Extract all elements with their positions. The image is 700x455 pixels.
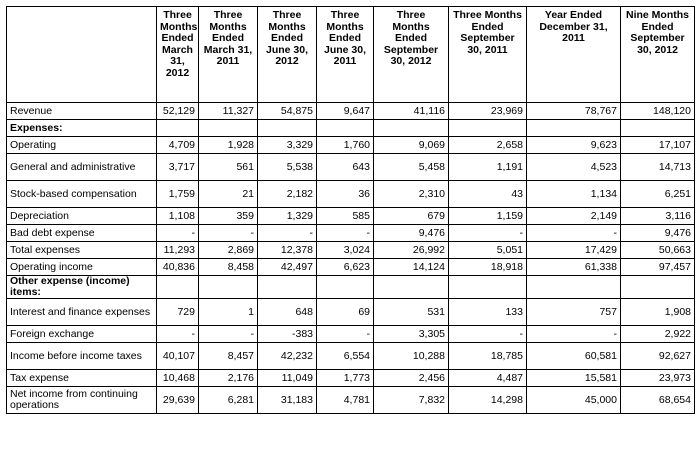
value-cell: 12,378: [258, 242, 317, 259]
value-cell: 52,129: [157, 103, 199, 120]
value-cell: 69: [317, 299, 374, 326]
section-row: [7, 120, 695, 137]
table-row: [7, 370, 695, 387]
table-row: [7, 343, 695, 370]
value-cell: 561: [199, 154, 258, 181]
value-cell: 23,969: [449, 103, 527, 120]
value-cell: 5,051: [449, 242, 527, 259]
value-cell: -: [157, 326, 199, 343]
value-cell: 42,497: [258, 259, 317, 276]
value-cell: 1,773: [317, 370, 374, 387]
value-cell: -: [449, 326, 527, 343]
value-cell: 7,832: [374, 387, 449, 414]
value-cell: 6,281: [199, 387, 258, 414]
row-label: Net income from continuing operations: [7, 387, 157, 414]
value-cell: 11,293: [157, 242, 199, 259]
table-body: [7, 103, 695, 414]
value-cell: 45,000: [527, 387, 621, 414]
empty-cell: [527, 120, 621, 137]
value-cell: 26,992: [374, 242, 449, 259]
value-cell: 61,338: [527, 259, 621, 276]
value-cell: 4,781: [317, 387, 374, 414]
section-label: Expenses:: [7, 120, 157, 137]
value-cell: 643: [317, 154, 374, 181]
value-cell: 1,759: [157, 181, 199, 208]
row-label: Total expenses: [7, 242, 157, 259]
value-cell: 8,458: [199, 259, 258, 276]
value-cell: 21: [199, 181, 258, 208]
table-row: [7, 387, 695, 414]
row-label: General and administrative: [7, 154, 157, 181]
value-cell: 3,329: [258, 137, 317, 154]
value-cell: 36: [317, 181, 374, 208]
value-cell: 17,107: [621, 137, 695, 154]
column-header-q2-2011: Three Months Ended June 30, 2011: [317, 7, 374, 103]
table-row: [7, 259, 695, 276]
empty-cell: [317, 120, 374, 137]
empty-cell: [374, 276, 449, 299]
value-cell: 9,476: [374, 225, 449, 242]
empty-cell: [157, 120, 199, 137]
value-cell: 1,760: [317, 137, 374, 154]
value-cell: 2,922: [621, 326, 695, 343]
value-cell: 9,647: [317, 103, 374, 120]
value-cell: 50,663: [621, 242, 695, 259]
row-label: Interest and finance expenses: [7, 299, 157, 326]
row-label: Depreciation: [7, 208, 157, 225]
value-cell: 1,134: [527, 181, 621, 208]
value-cell: 31,183: [258, 387, 317, 414]
table-row: [7, 299, 695, 326]
row-label: Tax expense: [7, 370, 157, 387]
table-row: [7, 154, 695, 181]
value-cell: 148,120: [621, 103, 695, 120]
value-cell: -: [199, 326, 258, 343]
section-row: [7, 276, 695, 299]
value-cell: 5,538: [258, 154, 317, 181]
value-cell: 3,116: [621, 208, 695, 225]
column-header-label: [7, 7, 157, 103]
value-cell: -: [317, 326, 374, 343]
value-cell: 679: [374, 208, 449, 225]
value-cell: 42,232: [258, 343, 317, 370]
value-cell: -: [258, 225, 317, 242]
value-cell: 17,429: [527, 242, 621, 259]
value-cell: 15,581: [527, 370, 621, 387]
value-cell: 18,918: [449, 259, 527, 276]
value-cell: 14,124: [374, 259, 449, 276]
value-cell: 29,639: [157, 387, 199, 414]
value-cell: 3,717: [157, 154, 199, 181]
table-row: [7, 181, 695, 208]
value-cell: 359: [199, 208, 258, 225]
column-header-q3-2011: Three Months Ended September 30, 2011: [449, 7, 527, 103]
value-cell: 10,288: [374, 343, 449, 370]
column-header-q3-2012: Three Months Ended September 30, 2012: [374, 7, 449, 103]
value-cell: 14,713: [621, 154, 695, 181]
value-cell: 585: [317, 208, 374, 225]
value-cell: -: [157, 225, 199, 242]
value-cell: 2,182: [258, 181, 317, 208]
value-cell: 2,149: [527, 208, 621, 225]
value-cell: 1,159: [449, 208, 527, 225]
value-cell: 54,875: [258, 103, 317, 120]
financial-table: [6, 6, 695, 414]
value-cell: 3,024: [317, 242, 374, 259]
row-label: Foreign exchange: [7, 326, 157, 343]
value-cell: 18,785: [449, 343, 527, 370]
row-label: Income before income taxes: [7, 343, 157, 370]
value-cell: 8,457: [199, 343, 258, 370]
row-label: Bad debt expense: [7, 225, 157, 242]
value-cell: -: [317, 225, 374, 242]
value-cell: 648: [258, 299, 317, 326]
row-label: Stock-based compensation: [7, 181, 157, 208]
value-cell: -: [527, 326, 621, 343]
header-row: [7, 7, 695, 103]
row-label: Revenue: [7, 103, 157, 120]
value-cell: 729: [157, 299, 199, 326]
empty-cell: [449, 276, 527, 299]
value-cell: 3,305: [374, 326, 449, 343]
column-header-q1-2011: Three Months Ended March 31, 2011: [199, 7, 258, 103]
value-cell: 757: [527, 299, 621, 326]
value-cell: 40,836: [157, 259, 199, 276]
empty-cell: [374, 120, 449, 137]
value-cell: 6,251: [621, 181, 695, 208]
empty-cell: [317, 276, 374, 299]
value-cell: 4,523: [527, 154, 621, 181]
value-cell: 40,107: [157, 343, 199, 370]
empty-cell: [157, 276, 199, 299]
value-cell: 1,191: [449, 154, 527, 181]
value-cell: 78,767: [527, 103, 621, 120]
value-cell: 2,658: [449, 137, 527, 154]
empty-cell: [621, 276, 695, 299]
value-cell: 4,709: [157, 137, 199, 154]
value-cell: 14,298: [449, 387, 527, 414]
value-cell: 92,627: [621, 343, 695, 370]
column-header-nine-months-2012: Nine Months Ended September 30, 2012: [621, 7, 695, 103]
value-cell: 5,458: [374, 154, 449, 181]
column-header-q1-2012: Three Months Ended March 31, 2012: [157, 7, 199, 103]
value-cell: 10,468: [157, 370, 199, 387]
value-cell: 2,310: [374, 181, 449, 208]
value-cell: 2,869: [199, 242, 258, 259]
row-label: Operating: [7, 137, 157, 154]
empty-cell: [199, 276, 258, 299]
value-cell: 97,457: [621, 259, 695, 276]
value-cell: -: [449, 225, 527, 242]
empty-cell: [258, 276, 317, 299]
value-cell: 1,908: [621, 299, 695, 326]
value-cell: 23,973: [621, 370, 695, 387]
table-row: [7, 326, 695, 343]
table-row: [7, 208, 695, 225]
table-row: [7, 137, 695, 154]
value-cell: 2,456: [374, 370, 449, 387]
table-row: [7, 242, 695, 259]
column-header-q2-2012: Three Months Ended June 30, 2012: [258, 7, 317, 103]
value-cell: 1,108: [157, 208, 199, 225]
empty-cell: [449, 120, 527, 137]
value-cell: 9,623: [527, 137, 621, 154]
row-label: Operating income: [7, 259, 157, 276]
value-cell: 531: [374, 299, 449, 326]
value-cell: -383: [258, 326, 317, 343]
value-cell: 11,049: [258, 370, 317, 387]
empty-cell: [527, 276, 621, 299]
value-cell: 9,476: [621, 225, 695, 242]
empty-cell: [621, 120, 695, 137]
value-cell: 2,176: [199, 370, 258, 387]
value-cell: 6,554: [317, 343, 374, 370]
table-row: [7, 225, 695, 242]
value-cell: 11,327: [199, 103, 258, 120]
value-cell: 1,928: [199, 137, 258, 154]
value-cell: 6,623: [317, 259, 374, 276]
value-cell: 41,116: [374, 103, 449, 120]
value-cell: 133: [449, 299, 527, 326]
value-cell: 68,654: [621, 387, 695, 414]
value-cell: 43: [449, 181, 527, 208]
value-cell: -: [199, 225, 258, 242]
value-cell: 60,581: [527, 343, 621, 370]
table-row: [7, 103, 695, 120]
value-cell: 1: [199, 299, 258, 326]
value-cell: 9,069: [374, 137, 449, 154]
value-cell: 4,487: [449, 370, 527, 387]
empty-cell: [258, 120, 317, 137]
empty-cell: [199, 120, 258, 137]
section-label: Other expense (income) items:: [7, 276, 157, 299]
value-cell: -: [527, 225, 621, 242]
column-header-fy-2011: Year Ended December 31, 2011: [527, 7, 621, 103]
value-cell: 1,329: [258, 208, 317, 225]
